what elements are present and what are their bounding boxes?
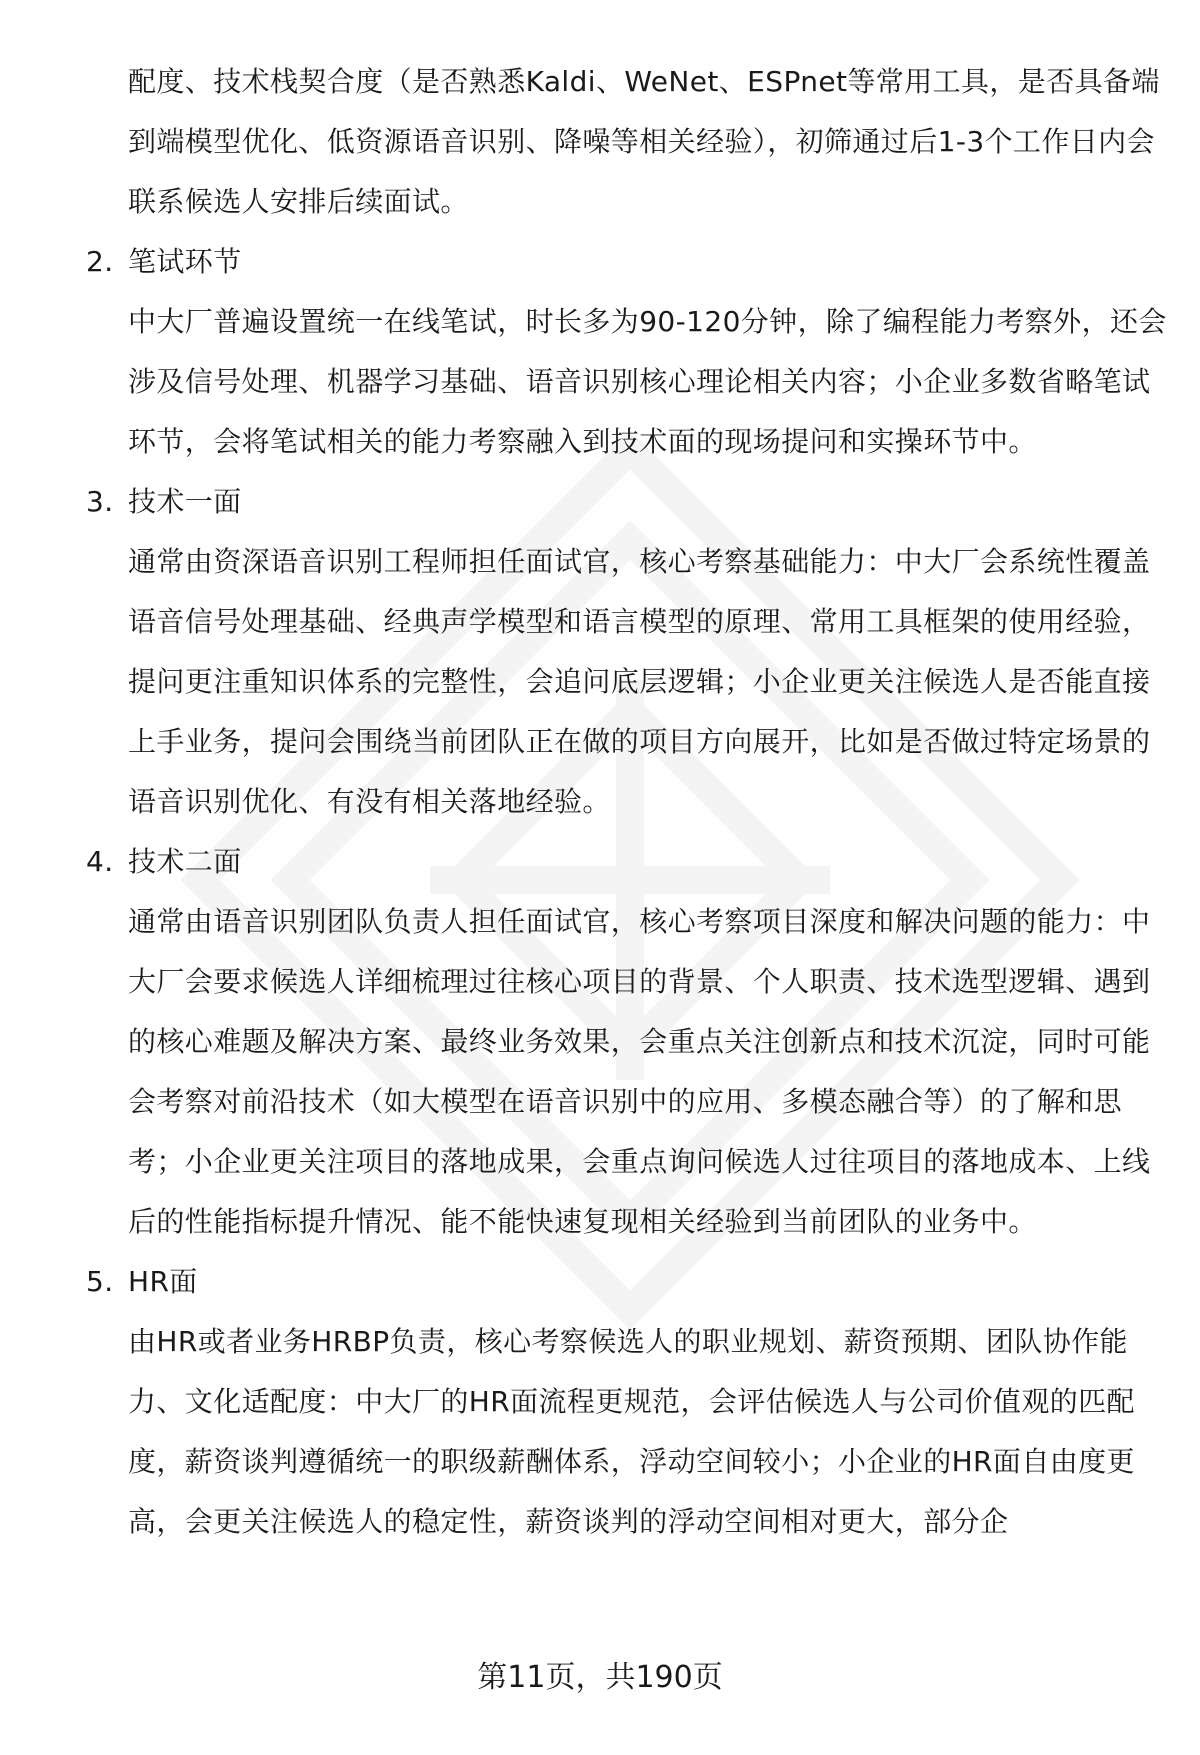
section-item-2 bbox=[86, 232, 1176, 472]
list-item-title: 笔试环节 bbox=[128, 245, 242, 278]
document-body bbox=[86, 52, 1176, 1552]
list-item-body: 中大厂普遍设置统一在线笔试，时长多为90-120分钟，除了编程能力考察外，还会涉及信号处理、机器学习基础、语音识别核心理论相关内容；小企业多数省略笔试环节，会将笔试相关的能力考察融入到技术面的现场提问和实操环节中。 bbox=[128, 305, 1167, 458]
section-item-4 bbox=[86, 832, 1176, 1252]
section-item-3 bbox=[86, 472, 1176, 832]
list-item-title: HR面 bbox=[128, 1265, 198, 1298]
page-number-footer: 第11页，共190页 bbox=[477, 1660, 723, 1695]
list-item-number: 3. bbox=[86, 485, 114, 518]
list-item-heading bbox=[86, 472, 1176, 532]
list-item-number: 5. bbox=[86, 1265, 114, 1298]
list-item-heading bbox=[86, 832, 1176, 892]
list-item-title: 技术一面 bbox=[128, 485, 242, 518]
list-item-body: 通常由资深语音识别工程师担任面试官，核心考察基础能力：中大厂会系统性覆盖语音信号处理基础、经典声学模型和语言模型的原理、常用工具框架的使用经验，提问更注重知识体系的完整性，会追问底层逻辑；小企业更关注候选人是否能直接上手业务，提问会围绕当前团队正在做的项目方向展开，比如是否做过特定场景的语音识别优化、有没有相关落地经验。 bbox=[128, 545, 1151, 818]
list-item-body: 由HR或者业务HRBP负责，核心考察候选人的职业规划、薪资预期、团队协作能力、文化适配度：中大厂的HR面流程更规范，会评估候选人与公司价值观的匹配度，薪资谈判遵循统一的职级薪酬体系，浮动空间较小；小企业的HR面自由度更高，会更关注候选人的稳定性，薪资谈判的浮动空间相对更大，部分企 bbox=[128, 1325, 1135, 1538]
list-item-body: 通常由语音识别团队负责人担任面试官，核心考察项目深度和解决问题的能力：中大厂会要求候选人详细梳理过往核心项目的背景、个人职责、技术选型逻辑、遇到的核心难题及解决方案、最终业务效果，会重点关注创新点和技术沉淀，同时可能会考察对前沿技术（如大模型在语音识别中的应用、多模态融合等）的了解和思考；小企业更关注项目的落地成果，会重点询问候选人过往项目的落地成本、上线后的性能指标提升情况、能不能快速复现相关经验到当前团队的业务中。 bbox=[128, 905, 1151, 1238]
list-item-heading bbox=[86, 232, 1176, 292]
intro-paragraph: 配度、技术栈契合度（是否熟悉Kaldi、WeNet、ESPnet等常用工具，是否具备端到端模型优化、低资源语音识别、降噪等相关经验），初筛通过后1-3个工作日内会联系候选人安排后续面试。 bbox=[128, 65, 1160, 218]
list-item-heading bbox=[86, 1252, 1176, 1312]
list-item-number: 4. bbox=[86, 845, 114, 878]
list-item-number: 2. bbox=[86, 245, 114, 278]
list-item-title: 技术二面 bbox=[128, 845, 242, 878]
section-item-5 bbox=[86, 1252, 1176, 1552]
